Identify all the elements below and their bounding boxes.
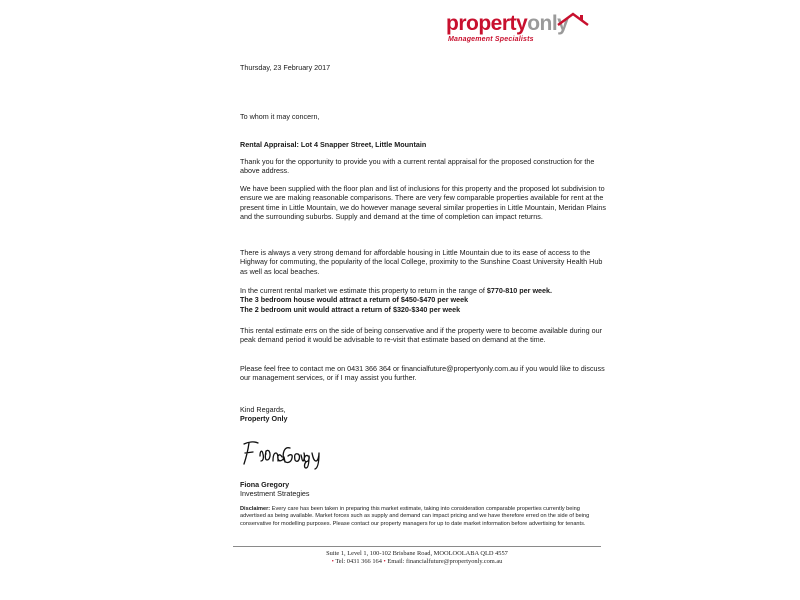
estimate-lead: In the current rental market we estimate this property to return in the range of [240, 286, 487, 295]
footer-address: Suite 1, Level 1, 100-102 Brisbane Road, MOOLOOLABA QLD 4557 [326, 550, 508, 557]
closing-regards: Kind Regards, [240, 405, 286, 414]
letter-subject: Rental Appraisal: Lot 4 Snapper Street, Little Mountain [240, 140, 427, 149]
estimate-house: The 3 bedroom house would attract a return of $450-$470 per week [240, 295, 469, 305]
footer-email: Email: financialfuture@propertyonly.com.au [387, 558, 503, 565]
signature-image [238, 434, 330, 470]
logo-brand-a: property [446, 12, 528, 35]
paragraph-comparables: We have been supplied with the floor plan and list of inclusions for this property and the proposed lot subdivision to ensure we are making reasonable comparisons. There are very few comparable properties available for rent at the present time in Little Mountain, we do however manage several similar properties in Little Mountain, Meridan Plains and the surrounding suburbs. Supply and demand at the time of completion can impact returns. [240, 184, 606, 222]
disclaimer-text: Every care has been taken in preparing this market estimate, taking into consideration comparable properties currently being advertised as being available. Market forces such as supply and demand can impact pricing and we have therefore erred on the side of being conservative for modelling purposes. Please contact our property managers for up to date market information before advertising for tenants. [240, 506, 590, 527]
signer-name: Fiona Gregory [240, 480, 290, 489]
house-roof-icon [556, 12, 590, 26]
paragraph-contact: Please feel free to contact me on 0431 366 364 or financialfuture@propertyonly.com.au if you would like to discuss our management services, or if I may assist you further. [240, 364, 605, 383]
estimate-unit: The 2 bedroom unit would attract a return of $320-$340 per week [240, 304, 461, 314]
letter-date: Thursday, 23 February 2017 [240, 63, 331, 72]
disclaimer-label: Disclaimer: [240, 506, 271, 512]
signer-title: Investment Strategies [240, 489, 310, 498]
footer-contact [233, 558, 601, 566]
paragraph-demand: There is always a very strong demand for affordable housing in Little Mountain due to its ease of access to the Highway for commuting, the popularity of the local College, proximity to the Sunshine Coast University Health Hub as well as local beaches. [240, 248, 603, 276]
paragraph-conservative: This rental estimate errs on the side of being conservative and if the property were to become available during our peak demand period it would be advisable to re-visit that estimate based on demand at the time. [240, 326, 602, 345]
estimate-range: $770-810 per week. [486, 286, 553, 295]
logo-brand-b: only [527, 12, 569, 35]
bullet-icon: • [331, 558, 334, 565]
paragraph-intro: Thank you for the opportunity to provide you with a current rental appraisal for the proposed construction for the above address. [240, 157, 595, 176]
company-logo [446, 12, 596, 52]
closing-company: Property Only [240, 414, 288, 423]
disclaimer [240, 506, 606, 528]
footer-tel: Tel: 0431 366 164 [335, 558, 382, 565]
logo-wordmark [446, 12, 568, 36]
paragraph-estimate [240, 286, 606, 314]
footer-divider [233, 546, 601, 547]
logo-tagline: Management Specialists [448, 36, 534, 43]
letter-greeting: To whom it may concern, [240, 112, 320, 121]
bullet-icon: • [383, 558, 386, 565]
